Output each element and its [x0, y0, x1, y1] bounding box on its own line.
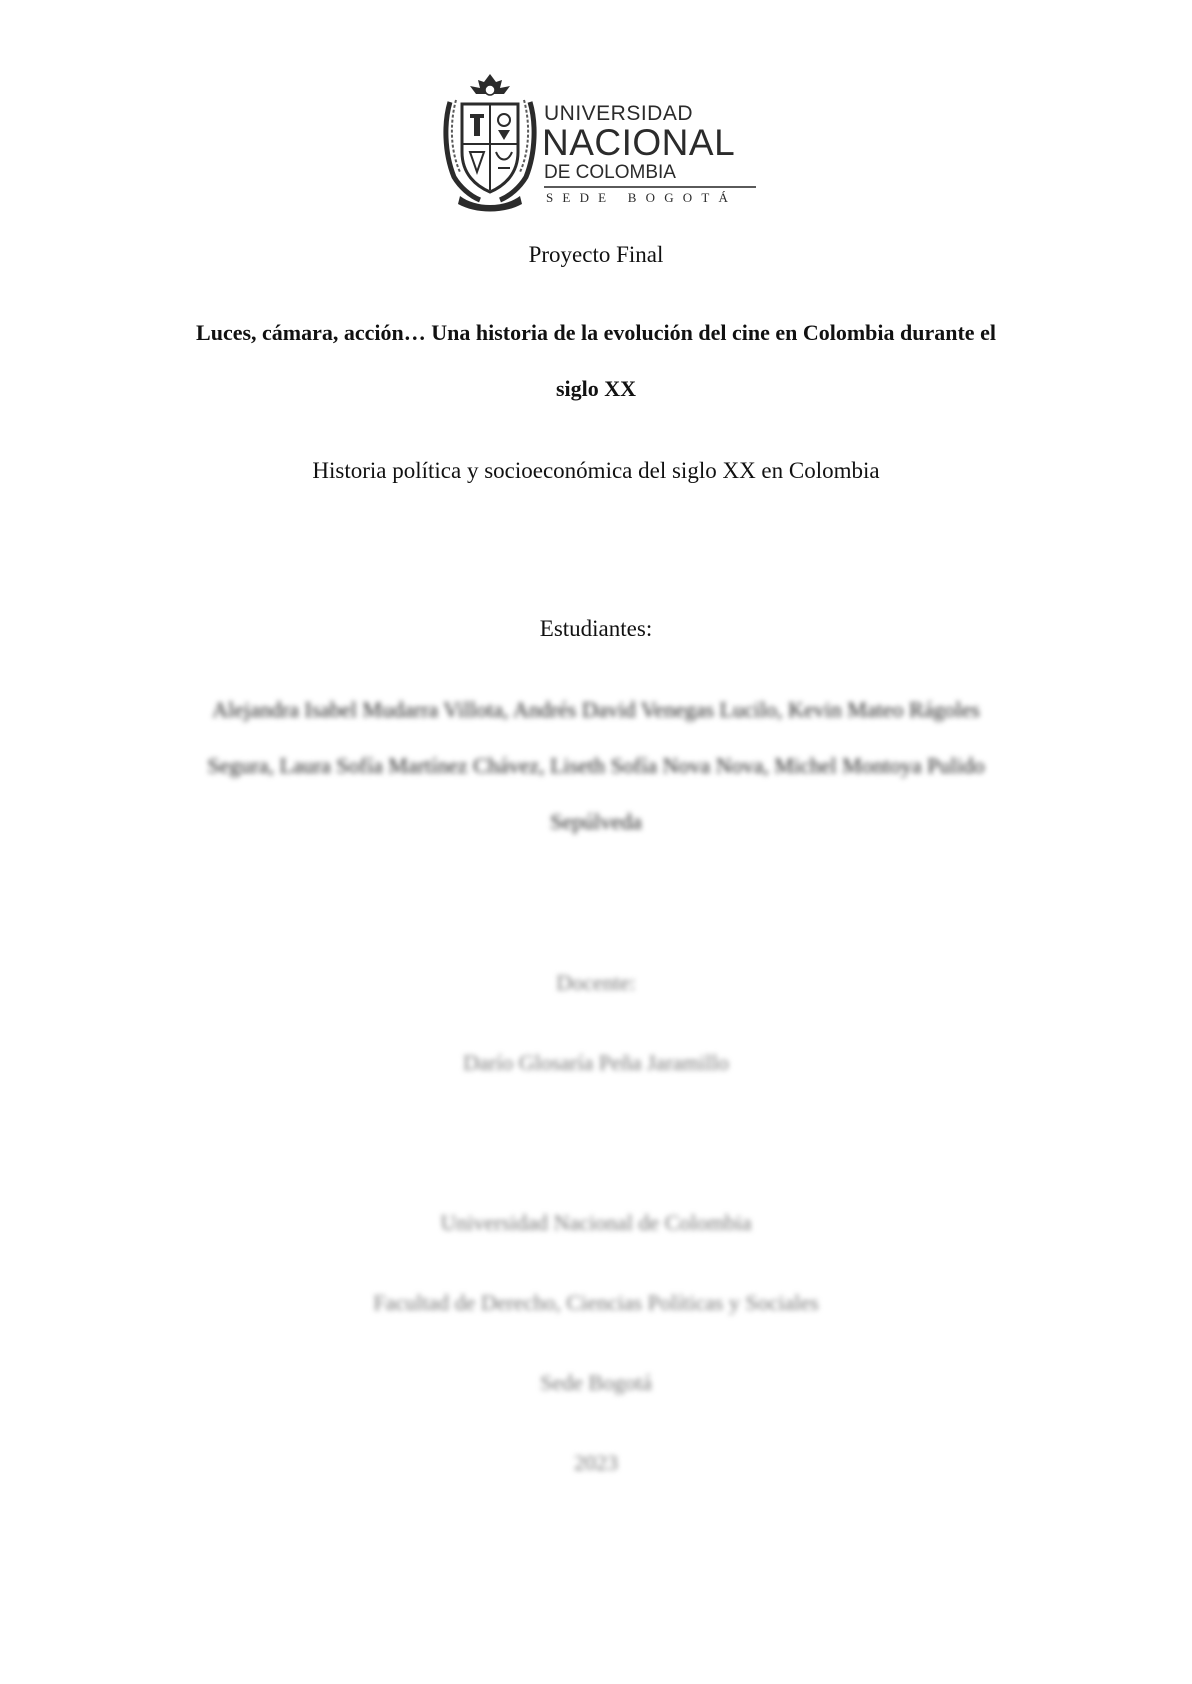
logo-divider [544, 186, 756, 188]
project-label: Proyecto Final [528, 242, 664, 267]
university-logo [440, 72, 760, 214]
course-name: Historia política y socioeconómica del siglo XX en Colombia [312, 458, 880, 483]
students-line-3: Sepúlveda [550, 809, 642, 834]
faculty-name: Facultad de Derecho, Ciencias Políticas y Sociales [373, 1290, 819, 1315]
campus-name: Sede Bogotá [540, 1370, 652, 1395]
logo-line-sede: SEDE BOGOTÁ [546, 190, 738, 205]
coat-of-arms-icon [440, 72, 540, 214]
institution-name: Universidad Nacional de Colombia [440, 1210, 752, 1235]
logo-line-nacional: NACIONAL [542, 122, 736, 163]
teacher-name: Darío Glosaría Peña Jaramillo [463, 1050, 729, 1075]
logo-line-universidad: UNIVERSIDAD [544, 102, 694, 125]
teacher-label: Docente: [556, 970, 636, 995]
title-line-1: Luces, cámara, acción… Una historia de la evolución del cine en Colombia durante el [196, 320, 996, 345]
students-line-2: Segura, Laura Sofía Martínez Chávez, Liseth Sofía Nova Nova, Michel Montoya Pulido [207, 753, 985, 778]
year: 2023 [574, 1450, 618, 1475]
title-line-2: siglo XX [555, 376, 637, 401]
logo-line-de-colombia: DE COLOMBIA [544, 162, 676, 183]
students-line-1: Alejandra Isabel Mudarra Villota, Andrés David Venegas Lucilo, Kevin Mateo Rágoles [212, 697, 980, 722]
students-label: Estudiantes: [539, 616, 653, 641]
